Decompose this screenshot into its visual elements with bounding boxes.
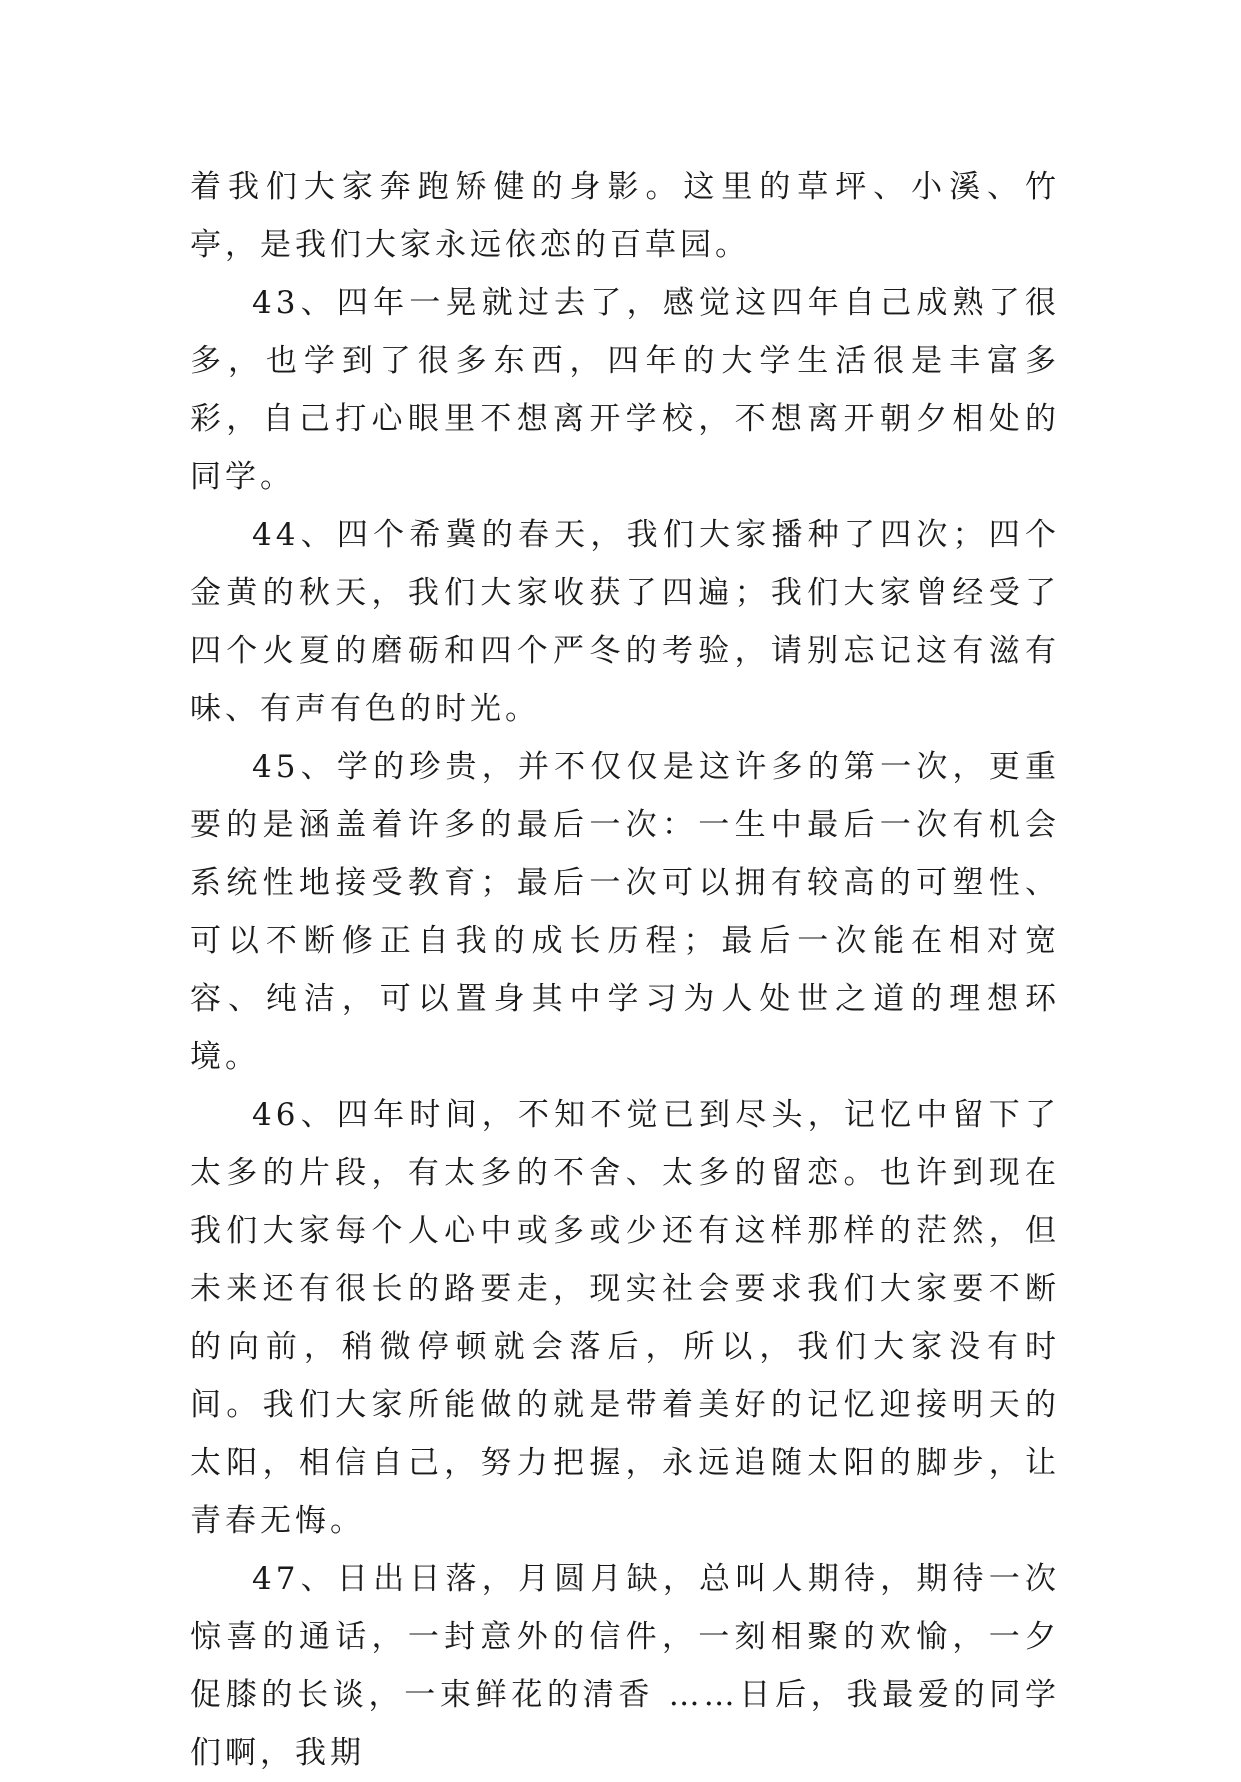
paragraph-continuation: 着我们大家奔跑矫健的身影。这里的草坪、小溪、竹亭，是我们大家永远依恋的百草园。: [190, 169, 1060, 263]
paragraph-46: 46、四年时间，不知不觉已到尽头，记忆中留下了太多的片段，有太多的不舍、太多的留恋。也许到现在我们大家每个人心中或多或少还有这样那样的茫然，但未来还有很长的路要走，现实社会要求我们大家要不断的向前，稍微停顿就会落后，所以，我们大家没有时间。我们大家所能做的就是带着美好的记忆迎接明天的太阳，相信自己，努力把握，永远追随太阳的脚步，让青春无悔。: [190, 1097, 1060, 1539]
paragraph-43: 43、四年一晃就过去了，感觉这四年自己成熟了很多，也学到了很多东西，四年的大学生活很是丰富多彩，自己打心眼里不想离开学校，不想离开朝夕相处的同学。: [190, 285, 1060, 495]
paragraph-45: 45、学的珍贵，并不仅仅是这许多的第一次，更重要的是涵盖着许多的最后一次：一生中最后一次有机会系统性地接受教育；最后一次可以拥有较高的可塑性、可以不断修正自我的成长历程；最后一次能在相对宽容、纯洁，可以置身其中学习为人处世之道的理想环境。: [190, 749, 1060, 1075]
paragraph-47: 47、日出日落，月圆月缺，总叫人期待，期待一次惊喜的通话，一封意外的信件，一刻相聚的欢愉，一夕促膝的长谈，一束鲜花的清香 ……日后，我最爱的同学们啊，我期: [190, 1561, 1060, 1771]
paragraph-44: 44、四个希冀的春天，我们大家播种了四次；四个金黄的秋天，我们大家收获了四遍；我们大家曾经受了四个火夏的磨砺和四个严冬的考验，请别忘记这有滋有味、有声有色的时光。: [190, 517, 1060, 727]
document-body: [190, 158, 1060, 1782]
